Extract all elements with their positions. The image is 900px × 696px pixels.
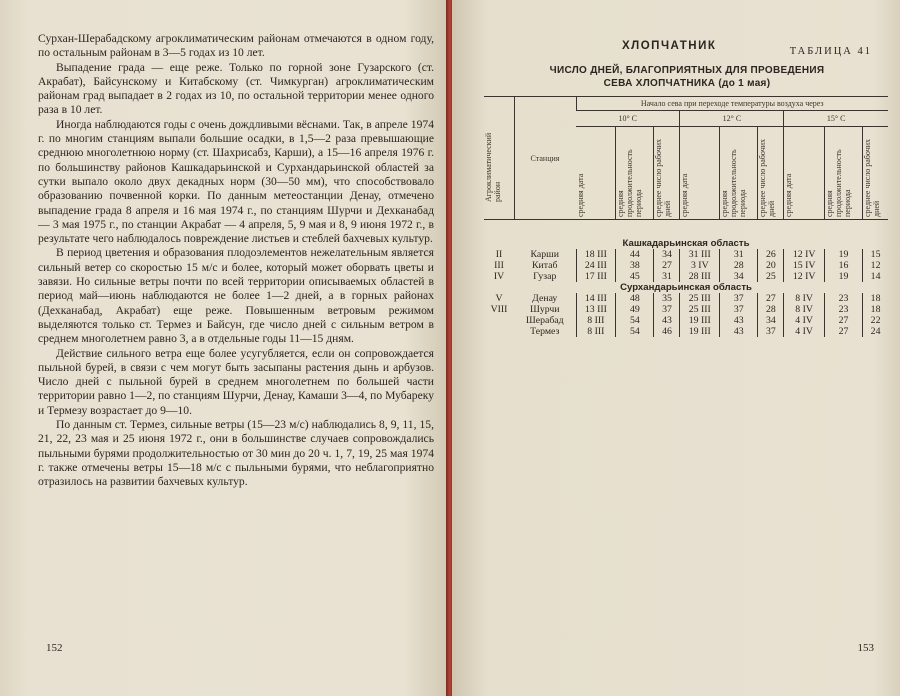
table-row: [484, 260, 888, 271]
table-row: [484, 326, 888, 337]
cell-date-12: 25 III: [680, 304, 720, 315]
cell-workdays-12: 28: [758, 304, 784, 315]
cell-duration-12: 43: [720, 326, 758, 337]
cell-date-10: 8 III: [576, 326, 616, 337]
header-avg-duration-text: средняя продолжительность периода: [616, 149, 644, 217]
cell-region: V: [495, 292, 503, 304]
cell-duration-15: 19: [824, 271, 862, 282]
table-row: [484, 271, 888, 282]
header-avg-duration-text: средняя продолжительность периода: [720, 149, 748, 217]
page-title: ХЛОПЧАТНИК: [622, 40, 717, 52]
cell-date-10: 8 III: [576, 315, 616, 326]
section-heading: Кашкадарьинская область: [622, 237, 750, 249]
cell-workdays-15: 12: [863, 260, 888, 271]
right-page: [452, 0, 900, 696]
header-work-days: [654, 127, 680, 220]
cell-date-15: 4 IV: [784, 326, 824, 337]
cell-duration-10: 54: [616, 315, 654, 326]
cell-workdays-10: 43: [654, 315, 680, 326]
cell-date-10: 24 III: [576, 260, 616, 271]
cell-station: Шерабад: [525, 314, 564, 326]
header-region-text: Агроклиматический район: [484, 132, 502, 202]
cell-region: III: [494, 259, 504, 271]
cell-region: II: [495, 248, 503, 260]
cell-duration-15: 19: [824, 249, 862, 260]
cell-duration-12: 37: [720, 304, 758, 315]
cell-region: VIII: [490, 303, 508, 315]
header-avg-date-text: средняя дата: [784, 173, 794, 217]
paragraph: В период цветения и образования плодоэлементов нежелательным является сильный ветер со скоростью 15 м/с и более, который может оборвать цветы и завязи. Но сильные ветры почти по всей территории описываемых областей в период май—июнь наблюдаются не более 1—2 дней, а в горных районах (Дехканабад, Акрабат) еще реже. Повышенным ветровым режимом выделяются только ст. Термез и Байсун, где число дней с сильным ветром в среднем многолетнем равно 3, а в отдельные годы 11—15 дням.: [38, 246, 434, 346]
cell-date-15: 8 IV: [784, 304, 824, 315]
table-body: [484, 220, 888, 337]
page-number-right: 153: [857, 642, 874, 654]
cell-workdays-10: 35: [654, 293, 680, 304]
cell-workdays-12: 27: [758, 293, 784, 304]
paragraph: Иногда наблюдаются годы с очень дождливыми вёснами. Так, в апреле 1974 г. по многим станциям выпали большие осадки, в 1,5—2 раза превышающие среднюю многолетнюю норму (ст. Шахрисабз, Карши), а 15—16 апреля 1976 г. по большинству районов Кашкадарьинской и Сурхандарьинской областей за сутки выпало около двух декадных норм (30—50 мм), что способствовало образованию почвенной корки. По данным метеостанции Денау, отмечено выпадение града 8 апреля и 16 мая 1974 г., по станциям Шурчи и Дехканабад — 3 мая 1975 г., по станции Акрабат — 4 апреля, 5, 9 мая и 8, 9 июня 1972 г., в результате чего наблюдалось повреждение листьев и стеблей бахчевых культур.: [38, 117, 434, 246]
header-avg-date: [784, 127, 824, 220]
cell-workdays-12: 20: [758, 260, 784, 271]
cell-date-10: 13 III: [576, 304, 616, 315]
header-station: Станция: [514, 97, 576, 220]
cell-duration-15: 23: [824, 293, 862, 304]
caption-line-2-text: СЕВА ХЛОПЧАТНИКА: [603, 78, 716, 89]
section-heading: Сурхандарьинская область: [620, 281, 752, 293]
paragraph: Сурхан-Шерабадскому агроклиматическим районам отмечаются в одном году, по остальным районам в 3—5 годах из 10 лет.: [38, 32, 434, 60]
cell-workdays-10: 37: [654, 304, 680, 315]
cell-date-12: 31 III: [680, 249, 720, 260]
cell-region: IV: [493, 270, 505, 282]
cell-duration-10: 44: [616, 249, 654, 260]
cell-workdays-10: 34: [654, 249, 680, 260]
cell-workdays-15: 22: [863, 315, 888, 326]
left-body-text: [38, 32, 434, 490]
caption-line-1: ЧИСЛО ДНЕЙ, БЛАГОПРИЯТНЫХ ДЛЯ ПРОВЕДЕНИЯ: [549, 65, 825, 76]
paragraph: По данным ст. Термез, сильные ветры (15—23 м/с) наблюдались 8, 9, 11, 15, 21, 22, 23 мая и 25 июня 1972 г., они в большинстве случаев сопровождались пыльными бурями продолжительностью от 30 мин до 20 ч. 1, 7, 19, 25 мая 1974 г. также отмечены ветры 15—18 м/с с пыльными бурями, что неблагоприятно отразилось на развитии бахчевых культур.: [38, 418, 434, 489]
cell-date-15: 12 IV: [784, 249, 824, 260]
header-region: [484, 97, 514, 220]
cell-region: [484, 315, 514, 326]
paragraph: Действие сильного ветра еще более усугубляется, если он сопровождается пыльной бурей, в связи с чем могут быть засыпаны растения дынь и арбузов. Число дней с пыльной бурей в среднем многолетнем по большей части территории равно 1—2, по станциям Шурчи, Денау, Камаши 3—4, по Мубареку и Термезу возрастает до 9—10.: [38, 346, 434, 417]
cell-station: Денау: [532, 292, 558, 304]
header-threshold-12: 12° С: [680, 111, 784, 127]
cell-station: Карши: [530, 248, 559, 260]
table-row: [484, 293, 888, 304]
left-page: [0, 0, 448, 696]
cell-workdays-15: 15: [863, 249, 888, 260]
cell-station: Гузар: [533, 270, 557, 282]
header-work-days-text: среднее число рабочих дней: [758, 138, 777, 217]
cell-date-10: 18 III: [576, 249, 616, 260]
header-avg-duration: [616, 127, 654, 220]
header-work-days: [758, 127, 784, 220]
caption-note: (до 1 мая): [718, 78, 771, 89]
sowing-days-table: [484, 96, 888, 337]
header-avg-duration: [720, 127, 758, 220]
cell-date-12: 3 IV: [680, 260, 720, 271]
cell-date-12: 28 III: [680, 271, 720, 282]
cell-date-15: 4 IV: [784, 315, 824, 326]
header-avg-date: [576, 127, 616, 220]
header-avg-date-text: средняя дата: [680, 173, 690, 217]
cell-station: Термез: [530, 325, 560, 337]
cell-date-10: 14 III: [576, 293, 616, 304]
header-threshold-15: 15° С: [784, 111, 888, 127]
cell-region: [484, 326, 514, 337]
header-threshold-10: 10° С: [576, 111, 680, 127]
cell-duration-12: 37: [720, 293, 758, 304]
cell-duration-15: 27: [824, 326, 862, 337]
cell-workdays-12: 37: [758, 326, 784, 337]
header-avg-duration-text: средняя продолжительность периода: [824, 149, 852, 217]
cell-duration-15: 23: [824, 304, 862, 315]
cell-duration-10: 49: [616, 304, 654, 315]
paragraph: Выпадение града — еще реже. Только по горной зоне Гузарского (ст. Акрабат), Байсунскому и Китабскому (ст. Чимкурган) агроклиматическим районам град выпадает в 2 годах из 10, по остальной территории менее одного раза в 10 лет.: [38, 60, 434, 117]
cell-duration-10: 38: [616, 260, 654, 271]
cell-workdays-10: 31: [654, 271, 680, 282]
cell-duration-15: 16: [824, 260, 862, 271]
cell-workdays-15: 14: [863, 271, 888, 282]
cell-workdays-12: 26: [758, 249, 784, 260]
cell-workdays-15: 18: [863, 304, 888, 315]
table-label: ТАБЛИЦА 41: [789, 46, 872, 57]
cell-date-15: 15 IV: [784, 260, 824, 271]
cell-date-15: 8 IV: [784, 293, 824, 304]
table-row: [484, 304, 888, 315]
cell-duration-12: 43: [720, 315, 758, 326]
header-group: Начало сева при переходе температуры воздуха через: [576, 97, 888, 111]
header-avg-date: [680, 127, 720, 220]
table-caption: [492, 64, 882, 90]
cell-station: Китаб: [531, 259, 558, 271]
cell-workdays-15: 24: [863, 326, 888, 337]
cell-duration-12: 34: [720, 271, 758, 282]
cell-date-15: 12 IV: [784, 271, 824, 282]
cell-workdays-12: 25: [758, 271, 784, 282]
cell-workdays-10: 27: [654, 260, 680, 271]
cell-workdays-10: 46: [654, 326, 680, 337]
cell-duration-12: 31: [720, 249, 758, 260]
page-number-left: 152: [46, 642, 63, 654]
cell-date-12: 19 III: [680, 326, 720, 337]
cell-date-12: 19 III: [680, 315, 720, 326]
table-row: [484, 315, 888, 326]
header-avg-date-text: средняя дата: [576, 173, 585, 217]
cell-date-12: 25 III: [680, 293, 720, 304]
cell-duration-12: 28: [720, 260, 758, 271]
cell-station: Шурчи: [529, 303, 560, 315]
table-row: [484, 249, 888, 260]
header-work-days-text: среднее число рабочих дней: [863, 138, 882, 217]
caption-line-2: [492, 77, 882, 90]
cell-workdays-12: 34: [758, 315, 784, 326]
header-work-days: [863, 127, 888, 220]
header-work-days-text: среднее число рабочих дней: [654, 138, 673, 217]
cell-workdays-15: 18: [863, 293, 888, 304]
cell-duration-10: 48: [616, 293, 654, 304]
cell-date-10: 17 III: [576, 271, 616, 282]
cell-duration-10: 45: [616, 271, 654, 282]
cell-duration-10: 54: [616, 326, 654, 337]
cell-duration-15: 27: [824, 315, 862, 326]
header-avg-duration: [824, 127, 862, 220]
